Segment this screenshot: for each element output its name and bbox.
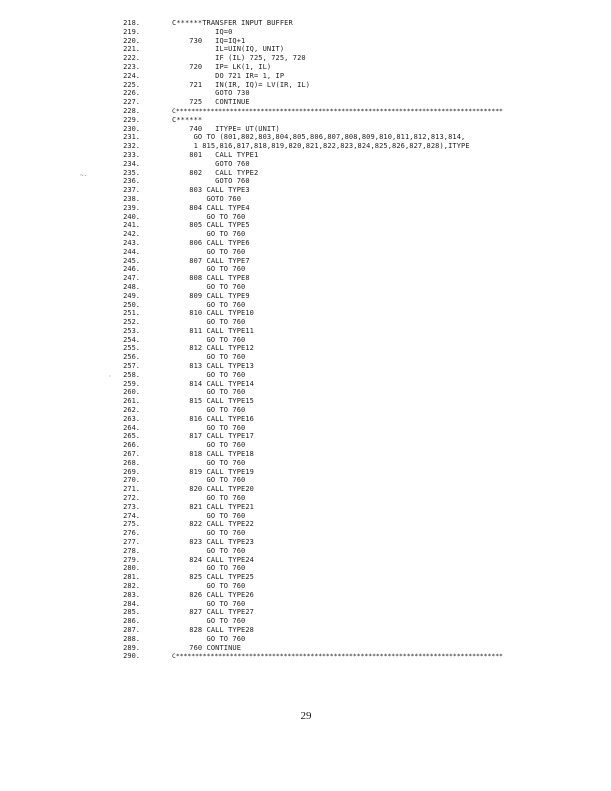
code-line (0, 292, 612, 301)
code-line (0, 230, 612, 239)
code-line (0, 107, 612, 116)
code-line (0, 151, 612, 160)
code-text: GO TO 760 (172, 370, 246, 379)
code-line (0, 37, 612, 46)
line-number: 250. (123, 300, 140, 309)
line-number: 231. (123, 133, 140, 142)
code-line (0, 415, 612, 424)
code-text: 827 CALL TYPE27 (172, 608, 254, 617)
code-text: GO TO 760 (172, 265, 246, 274)
code-text: GO TO 760 (172, 230, 246, 239)
code-text: 804 CALL TYPE4 (172, 203, 250, 212)
line-number: 279. (123, 555, 140, 564)
code-line (0, 19, 612, 28)
code-text: 821 CALL TYPE21 (172, 502, 254, 511)
code-text: 810 CALL TYPE10 (172, 309, 254, 318)
code-line (0, 450, 612, 459)
code-text: 812 CALL TYPE12 (172, 344, 254, 353)
code-text: 740 ITYPE= UT(UNIT) (172, 124, 280, 133)
code-line (0, 63, 612, 72)
line-number: 255. (123, 344, 140, 353)
code-text: 818 CALL TYPE18 (172, 450, 254, 459)
code-line (0, 441, 612, 450)
line-number: 239. (123, 203, 140, 212)
line-number: 233. (123, 150, 140, 159)
code-text: IL=UIN(IQ, UNIT) (172, 45, 285, 54)
page-number: 29 (300, 710, 312, 722)
line-number: 240. (123, 212, 140, 221)
code-text: 814 CALL TYPE14 (172, 379, 254, 388)
line-number: 290. (123, 652, 140, 661)
code-text: C****** (172, 115, 203, 124)
code-text: 828 CALL TYPE28 (172, 625, 254, 634)
line-number: 270. (123, 476, 140, 485)
code-line (0, 582, 612, 591)
code-line (0, 28, 612, 37)
line-number: 259. (123, 379, 140, 388)
code-text: 825 CALL TYPE25 (172, 573, 254, 582)
line-number: 289. (123, 643, 140, 652)
code-text: GO TO 760 (172, 388, 246, 397)
line-number: 219. (123, 27, 140, 36)
line-number: 285. (123, 608, 140, 617)
code-text: C************************************************************************************* (172, 652, 503, 661)
code-line (0, 133, 612, 142)
line-number: 264. (123, 423, 140, 432)
code-line (0, 81, 612, 90)
line-number: 271. (123, 485, 140, 494)
line-number: 272. (123, 494, 140, 503)
code-line (0, 265, 612, 274)
code-text: GO TO 760 (172, 546, 246, 555)
line-number: 225. (123, 80, 140, 89)
code-line (0, 388, 612, 397)
code-line (0, 54, 612, 63)
code-line (0, 538, 612, 547)
code-line (0, 564, 612, 573)
code-text: 824 CALL TYPE24 (172, 555, 254, 564)
line-number: 236. (123, 177, 140, 186)
code-line (0, 424, 612, 433)
line-number: 288. (123, 634, 140, 643)
code-text: IQ=0 (172, 27, 233, 36)
code-line (0, 529, 612, 538)
line-number: 268. (123, 458, 140, 467)
code-line (0, 512, 612, 521)
line-number: 252. (123, 318, 140, 327)
line-number: 226. (123, 89, 140, 98)
code-text: 807 CALL TYPE7 (172, 256, 250, 265)
code-line (0, 274, 612, 283)
code-text: 720 IP= LK(1, IL) (172, 62, 272, 71)
code-text: C************************************************************************************* (172, 106, 503, 115)
code-line (0, 186, 612, 195)
line-number: 223. (123, 62, 140, 71)
code-text: 801 CALL TYPE1 (172, 150, 259, 159)
code-line (0, 626, 612, 635)
code-line (0, 476, 612, 485)
line-number: 254. (123, 335, 140, 344)
line-number: 245. (123, 256, 140, 265)
code-text: 721 IN(IR, IQ)= LV(IR, IL) (172, 80, 311, 89)
code-text: 819 CALL TYPE19 (172, 467, 254, 476)
line-number: 286. (123, 617, 140, 626)
line-number: 228. (123, 106, 140, 115)
code-text: GO TO 760 (172, 458, 246, 467)
code-line (0, 397, 612, 406)
code-line (0, 72, 612, 81)
code-line (0, 98, 612, 107)
code-text: 725 CONTINUE (172, 98, 250, 107)
line-number: 256. (123, 353, 140, 362)
line-number: 243. (123, 238, 140, 247)
line-number: 249. (123, 291, 140, 300)
line-number: 275. (123, 520, 140, 529)
code-text: 730 IQ=IQ+1 (172, 36, 246, 45)
code-line (0, 248, 612, 257)
code-text: GO TO 760 (172, 247, 246, 256)
code-line (0, 116, 612, 125)
line-number: 261. (123, 397, 140, 406)
code-text: GO TO (801,802,803,804,805,806,807,808,809,810,811,812,813,814, (172, 133, 466, 142)
code-text: GO TO 760 (172, 212, 246, 221)
line-number: 242. (123, 230, 140, 239)
line-number: 232. (123, 142, 140, 151)
code-line (0, 283, 612, 292)
line-number: 222. (123, 54, 140, 63)
code-line (0, 221, 612, 230)
line-number: 276. (123, 529, 140, 538)
code-text: 1 815,816,817,818,819,820,821,822,823,824,825,826,827,828),ITYPE (172, 142, 470, 151)
code-line (0, 406, 612, 415)
code-line (0, 644, 612, 653)
code-text: 808 CALL TYPE8 (172, 274, 250, 283)
line-number: 258. (123, 370, 140, 379)
code-line (0, 459, 612, 468)
code-line (0, 125, 612, 134)
code-listing (0, 19, 612, 661)
code-line (0, 591, 612, 600)
line-number: 230. (123, 124, 140, 133)
margin-mark: · (108, 373, 112, 380)
code-text: GO TO 760 (172, 335, 246, 344)
line-number: 267. (123, 450, 140, 459)
code-line (0, 169, 612, 178)
line-number: 257. (123, 362, 140, 371)
code-line (0, 353, 612, 362)
line-number: 224. (123, 71, 140, 80)
line-number: 265. (123, 432, 140, 441)
code-line (0, 573, 612, 582)
line-number: 284. (123, 599, 140, 608)
line-number: 253. (123, 326, 140, 335)
line-number: 283. (123, 590, 140, 599)
code-text: 817 CALL TYPE17 (172, 432, 254, 441)
code-text: GOTO 760 (172, 159, 250, 168)
code-text: IF (IL) 725, 725, 720 (172, 54, 306, 63)
code-line (0, 239, 612, 248)
code-text: 806 CALL TYPE6 (172, 238, 250, 247)
code-line (0, 635, 612, 644)
code-text: GO TO 760 (172, 441, 246, 450)
line-number: 266. (123, 441, 140, 450)
code-text: 760 CONTINUE (172, 643, 242, 652)
code-text: GO TO 760 (172, 529, 246, 538)
code-line (0, 503, 612, 512)
code-text: GO TO 760 (172, 634, 246, 643)
line-number: 235. (123, 168, 140, 177)
code-text: 813 CALL TYPE13 (172, 362, 254, 371)
code-text: GO TO 760 (172, 494, 246, 503)
code-text: 820 CALL TYPE20 (172, 485, 254, 494)
code-line (0, 344, 612, 353)
code-text: GO TO 760 (172, 564, 246, 573)
code-text: 815 CALL TYPE15 (172, 397, 254, 406)
code-text: GO TO 760 (172, 353, 246, 362)
code-line (0, 336, 612, 345)
code-line (0, 195, 612, 204)
code-line (0, 327, 612, 336)
code-line (0, 600, 612, 609)
code-line (0, 177, 612, 186)
code-line (0, 608, 612, 617)
code-text: GO TO 760 (172, 318, 246, 327)
line-number: 269. (123, 467, 140, 476)
line-number: 277. (123, 538, 140, 547)
code-line (0, 380, 612, 389)
code-line (0, 652, 612, 661)
margin-mark: ~- (80, 172, 88, 179)
code-line (0, 318, 612, 327)
line-number: 221. (123, 45, 140, 54)
line-number: 287. (123, 625, 140, 634)
line-number: 227. (123, 98, 140, 107)
code-line (0, 309, 612, 318)
line-number: 237. (123, 186, 140, 195)
code-text: 803 CALL TYPE3 (172, 186, 250, 195)
code-line (0, 204, 612, 213)
code-text: GO TO 760 (172, 423, 246, 432)
line-number: 273. (123, 502, 140, 511)
code-text: GO TO 760 (172, 282, 246, 291)
code-line (0, 301, 612, 310)
line-number: 281. (123, 573, 140, 582)
code-line (0, 257, 612, 266)
code-text: 811 CALL TYPE11 (172, 326, 254, 335)
line-number: 229. (123, 115, 140, 124)
code-text: 822 CALL TYPE22 (172, 520, 254, 529)
line-number: 220. (123, 36, 140, 45)
line-number: 274. (123, 511, 140, 520)
code-text: GO TO 760 (172, 511, 246, 520)
code-text: 823 CALL TYPE23 (172, 538, 254, 547)
code-text: GOTO 760 (172, 177, 250, 186)
code-line (0, 468, 612, 477)
code-text: GO TO 760 (172, 476, 246, 485)
code-line (0, 160, 612, 169)
line-number: 234. (123, 159, 140, 168)
code-text: GOTO 760 (172, 194, 242, 203)
line-number: 262. (123, 406, 140, 415)
code-text: DO 721 IR= 1, IP (172, 71, 285, 80)
code-text: GO TO 760 (172, 300, 246, 309)
code-text: 802 CALL TYPE2 (172, 168, 259, 177)
line-number: 282. (123, 582, 140, 590)
line-number: 244. (123, 247, 140, 256)
code-line (0, 617, 612, 626)
line-number: 248. (123, 282, 140, 291)
code-line (0, 432, 612, 441)
code-line (0, 547, 612, 556)
code-text: 805 CALL TYPE5 (172, 221, 250, 230)
line-number: 246. (123, 265, 140, 274)
code-line (0, 142, 612, 151)
code-line (0, 556, 612, 565)
line-number: 251. (123, 309, 140, 318)
code-line (0, 494, 612, 503)
code-text: GO TO 760 (172, 582, 246, 590)
line-number: 263. (123, 414, 140, 423)
code-text: C******TRANSFER INPUT BUFFER (172, 19, 293, 27)
line-number: 247. (123, 274, 140, 283)
code-line (0, 213, 612, 222)
code-text: 816 CALL TYPE16 (172, 414, 254, 423)
line-number: 238. (123, 194, 140, 203)
code-text: GO TO 760 (172, 599, 246, 608)
line-number: 241. (123, 221, 140, 230)
code-text: GO TO 760 (172, 617, 246, 626)
line-number: 260. (123, 388, 140, 397)
line-number: 278. (123, 546, 140, 555)
code-line (0, 485, 612, 494)
code-line (0, 45, 612, 54)
code-line (0, 89, 612, 98)
code-text: GO TO 760 (172, 406, 246, 415)
line-number: 218. (123, 19, 140, 27)
code-line (0, 362, 612, 371)
code-line (0, 371, 612, 380)
line-number: 280. (123, 564, 140, 573)
code-line (0, 520, 612, 529)
code-text: GOTO 730 (172, 89, 250, 98)
code-text: 826 CALL TYPE26 (172, 590, 254, 599)
code-text: 809 CALL TYPE9 (172, 291, 250, 300)
